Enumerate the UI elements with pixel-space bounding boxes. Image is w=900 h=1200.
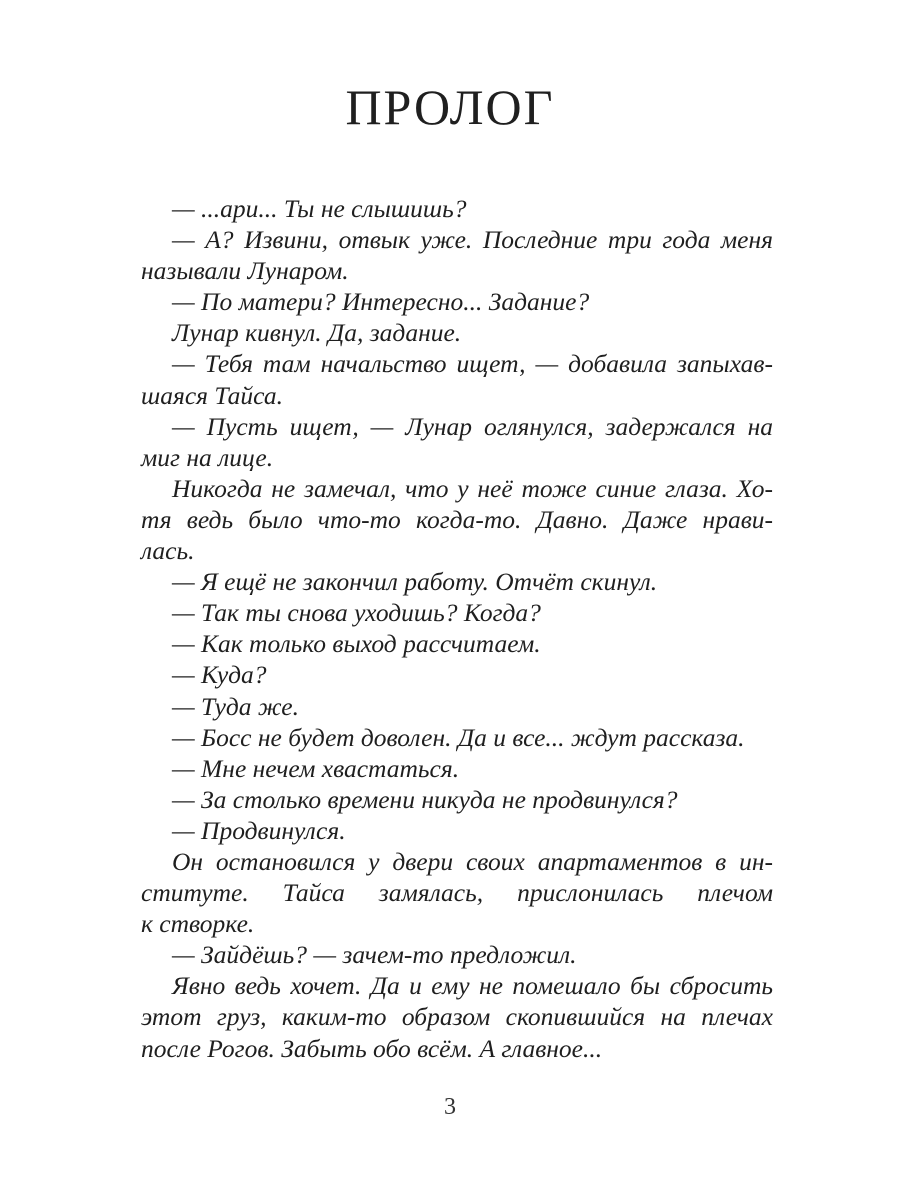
text-line: — Продвинулся. [172, 815, 346, 845]
text-line: — Куда? [172, 660, 267, 690]
text-line: к створке. [141, 909, 255, 939]
text-line: этот груз, каким-то образом скопившийся на плечах [141, 1002, 773, 1032]
text-line: Никогда не замечал, что у неё тоже синие глаза. Хо- [172, 473, 773, 503]
text-line: тя ведь было что-то когда-то. Давно. Даже нрави- [141, 504, 773, 534]
text-line: после Рогов. Забыть обо всём. А главное... [141, 1033, 603, 1063]
body-text [141, 193, 773, 1064]
text-line: миг на лице. [141, 442, 274, 472]
text-line: — ...ари... Ты не слышишь? [172, 194, 467, 223]
text-line: — Мне нечем хвастаться. [172, 753, 460, 783]
text-line: — А? Извини, отвык уже. Последние три года меня [172, 225, 773, 255]
text-line: Лунар кивнул. Да, задание. [172, 318, 462, 348]
text-line: — За столько времени никуда не продвинулся? [172, 784, 678, 814]
text-line: — Так ты снова уходишь? Когда? [172, 598, 541, 628]
text-line: — Тебя там начальство ищет, — добавила запыхав- [172, 349, 773, 379]
text-line: — Зайдёшь? — зачем-то предложил. [172, 940, 577, 970]
text-line: — Туда же. [172, 691, 299, 721]
text-line: ституте. Тайса замялась, прислонилась плечом [141, 878, 773, 908]
page-number: 3 [444, 1094, 456, 1120]
text-line: — Пусть ищет, — Лунар оглянулся, задержался на [172, 411, 773, 441]
text-line: шаяся Тайса. [141, 380, 283, 410]
chapter-title: ПРОЛОГ [345, 79, 555, 135]
text-line: — Как только выход рассчитаем. [172, 629, 541, 659]
text-line: — Босс не будет доволен. Да и все... ждут рассказа. [172, 722, 745, 752]
text-line: называли Лунаром. [141, 256, 349, 286]
text-line: лась. [141, 536, 195, 566]
text-line: Он остановился у двери своих апартаментов в ин- [172, 846, 773, 876]
text-line: — По матери? Интересно... Задание? [172, 287, 590, 317]
text-line: — Я ещё не закончил работу. Отчёт скинул. [172, 567, 658, 597]
text-line: Явно ведь хочет. Да и ему не помешало бы сбросить [172, 971, 773, 1001]
